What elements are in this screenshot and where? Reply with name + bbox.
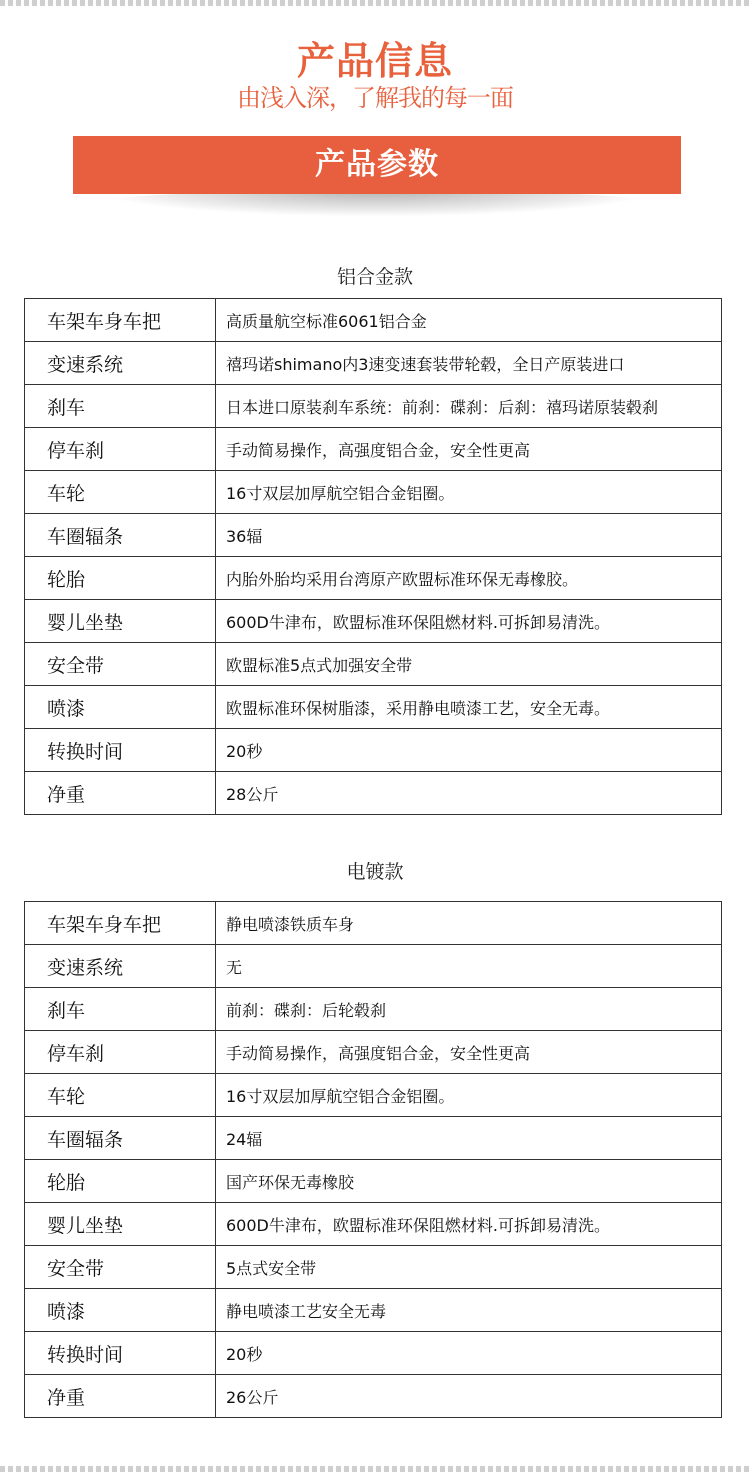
spec-label: 轮胎 [25,1160,216,1203]
spec-label: 车轮 [25,1074,216,1117]
spec-label: 喷漆 [25,686,216,729]
spec-value: 国产环保无毒橡胶 [216,1160,722,1203]
spec-table-electroplated [24,901,722,1418]
top-dashed-border [0,0,750,6]
spec-value: 5点式安全带 [216,1246,722,1289]
spec-label: 刹车 [25,385,216,428]
spec-value: 内胎外胎均采用台湾原产欧盟标准环保无毒橡胶。 [216,557,722,600]
table-row [25,686,722,729]
table-row [25,514,722,557]
table-row [25,557,722,600]
spec-value: 手动简易操作，高强度铝合金，安全性更高 [216,1031,722,1074]
spec-label: 转换时间 [25,729,216,772]
spec-label: 停车刹 [25,428,216,471]
spec-value: 静电喷漆工艺安全无毒 [216,1289,722,1332]
table-row [25,945,722,988]
section-title-aluminum: 铝合金款 [336,266,413,288]
spec-value: 600D牛津布，欧盟标准环保阻燃材料.可拆卸易清洗。 [216,1203,722,1246]
table-row [25,471,722,514]
spec-label: 轮胎 [25,557,216,600]
spec-label: 安全带 [25,643,216,686]
spec-label: 变速系统 [25,945,216,988]
table-row [25,600,722,643]
table-row [25,299,722,342]
spec-label: 婴儿坐垫 [25,600,216,643]
table-row [25,1332,722,1375]
spec-value: 高质量航空标准6061铝合金 [216,299,722,342]
spec-label: 变速系统 [25,342,216,385]
table-row [25,729,722,772]
spec-value: 16寸双层加厚航空铝合金铝圈。 [216,471,722,514]
spec-value: 静电喷漆铁质车身 [216,902,722,945]
spec-value: 36辐 [216,514,722,557]
section-title-electroplated: 电镀款 [346,861,404,883]
spec-label: 婴儿坐垫 [25,1203,216,1246]
spec-label: 停车刹 [25,1031,216,1074]
spec-label: 车轮 [25,471,216,514]
table-row [25,1203,722,1246]
table-row [25,428,722,471]
spec-value: 24辐 [216,1117,722,1160]
page-title: 产品信息 [296,39,453,83]
spec-table-aluminum [24,298,722,815]
spec-value: 26公斤 [216,1375,722,1418]
table-row [25,1289,722,1332]
spec-value: 20秒 [216,729,722,772]
table-row [25,1246,722,1289]
spec-label: 喷漆 [25,1289,216,1332]
spec-value: 28公斤 [216,772,722,815]
table-row [25,342,722,385]
table-row [25,1117,722,1160]
spec-value: 日本进口原装刹车系统：前刹：碟刹：后刹：禧玛诺原装毂刹 [216,385,722,428]
spec-label: 刹车 [25,988,216,1031]
section-banner: 产品参数 [73,136,681,194]
table-row [25,1160,722,1203]
spec-label: 车圈辐条 [25,514,216,557]
spec-value: 手动简易操作，高强度铝合金，安全性更高 [216,428,722,471]
spec-label: 安全带 [25,1246,216,1289]
table-row [25,385,722,428]
bottom-dashed-border [0,1466,750,1472]
spec-label: 净重 [25,772,216,815]
spec-value: 600D牛津布，欧盟标准环保阻燃材料.可拆卸易清洗。 [216,600,722,643]
spec-value: 禧玛诺shimano内3速变速套装带轮毂，全日产原装进口 [216,342,722,385]
page-subtitle: 由浅入深，了解我的每一面 [237,84,513,112]
table-row [25,1375,722,1418]
spec-value: 20秒 [216,1332,722,1375]
table-row [25,902,722,945]
spec-value: 欧盟标准5点式加强安全带 [216,643,722,686]
spec-value: 前刹：碟刹：后轮毂刹 [216,988,722,1031]
spec-label: 净重 [25,1375,216,1418]
spec-label: 转换时间 [25,1332,216,1375]
table-row [25,772,722,815]
spec-value: 无 [216,945,722,988]
spec-value: 欧盟标准环保树脂漆，采用静电喷漆工艺，安全无毒。 [216,686,722,729]
spec-label: 车圈辐条 [25,1117,216,1160]
spec-label: 车架车身车把 [25,902,216,945]
spec-label: 车架车身车把 [25,299,216,342]
table-row [25,643,722,686]
table-row [25,1031,722,1074]
table-row [25,1074,722,1117]
spec-value: 16寸双层加厚航空铝合金铝圈。 [216,1074,722,1117]
table-row [25,988,722,1031]
